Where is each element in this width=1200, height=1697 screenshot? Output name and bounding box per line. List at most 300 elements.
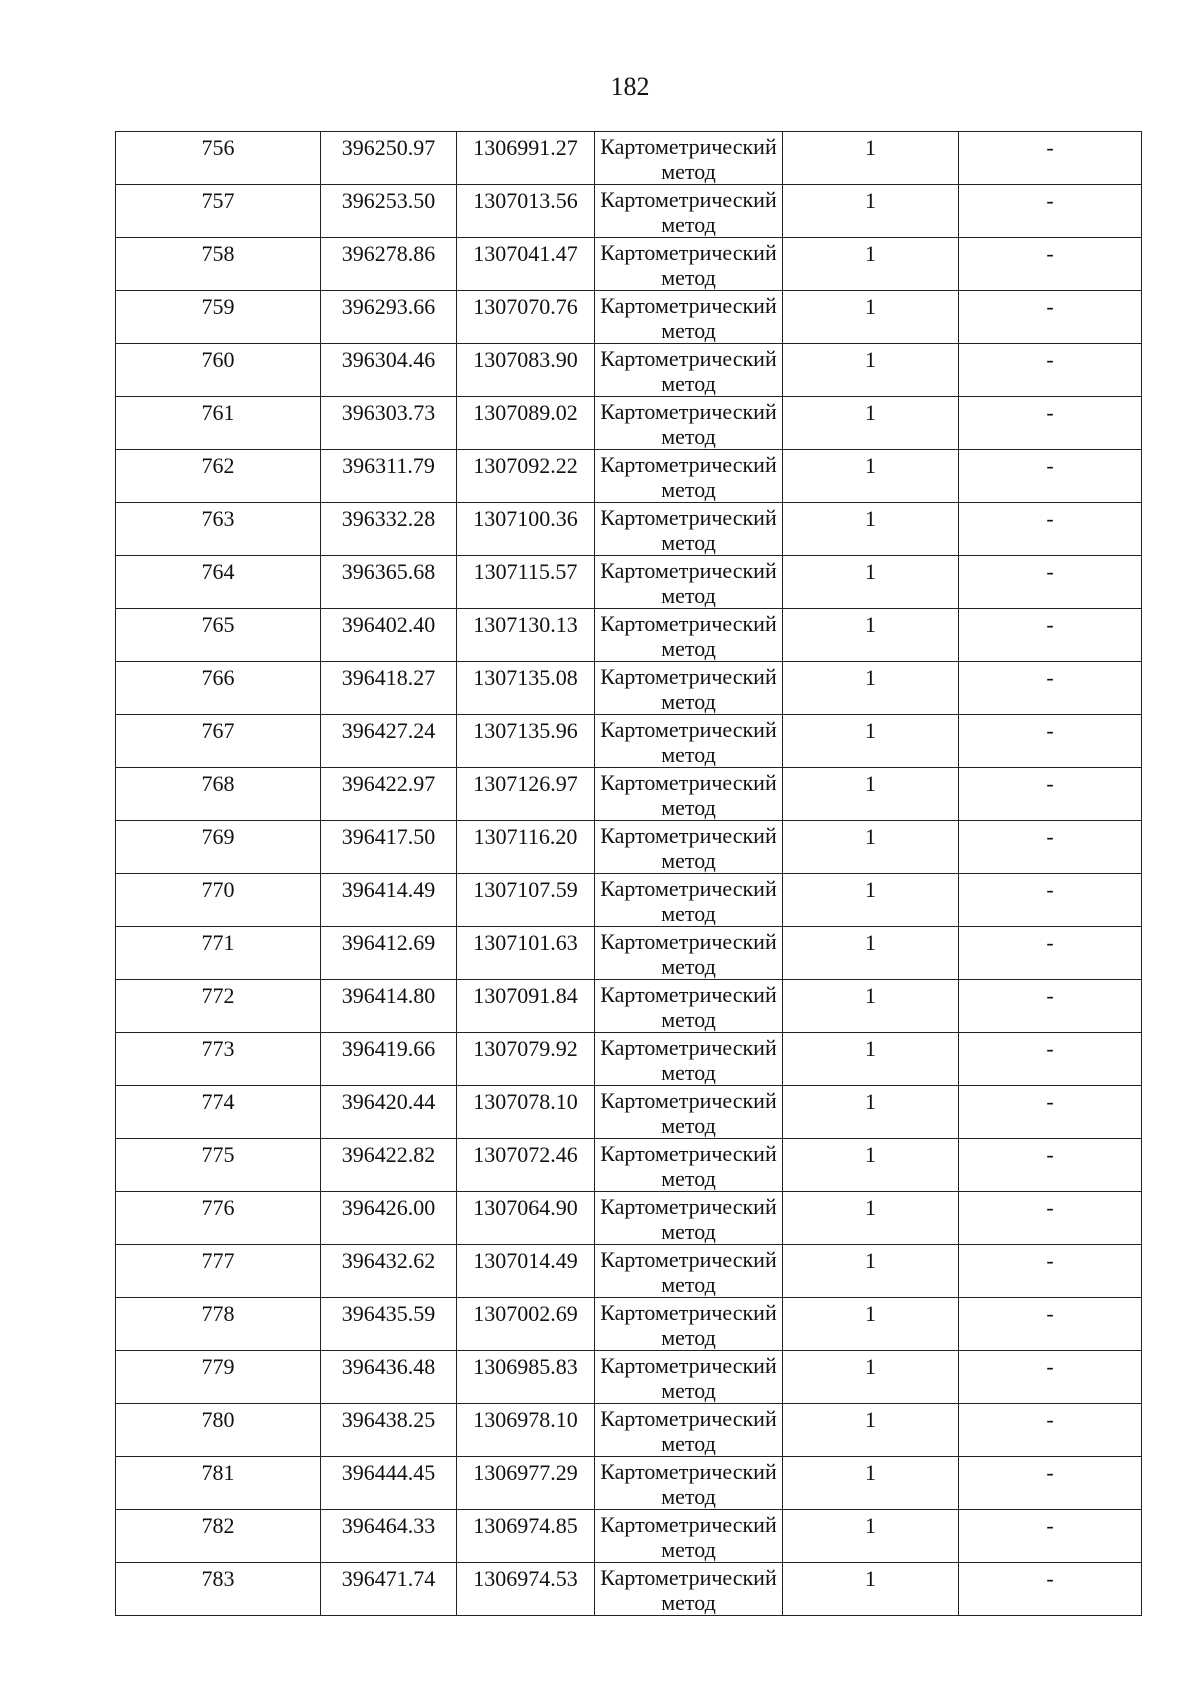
y-coordinate-cell-text: 1307070.76 [473,294,578,319]
note-cell [959,1404,1142,1457]
note-cell-text: - [1046,241,1054,266]
y-coordinate-cell [457,1351,595,1404]
point-number-cell [116,185,321,238]
method-cell-text: Картометрический метод [600,1565,777,1615]
accuracy-cell-text: 1 [865,188,876,213]
y-coordinate-cell [457,185,595,238]
x-coordinate-cell-text: 396427.24 [341,718,436,743]
note-cell [959,1510,1142,1563]
x-coordinate-cell [321,1457,457,1510]
note-cell [959,344,1142,397]
y-coordinate-cell-text: 1307089.02 [473,400,578,425]
point-number-cell-text: 761 [201,400,235,425]
method-cell [595,1457,783,1510]
y-coordinate-cell-text: 1307100.36 [473,506,578,531]
table-row [116,132,1142,185]
point-number-cell-text: 783 [201,1566,235,1591]
y-coordinate-cell-text: 1306978.10 [473,1407,578,1432]
accuracy-cell-text: 1 [865,1142,876,1167]
method-cell-text: Картометрический метод [600,558,777,608]
x-coordinate-cell [321,927,457,980]
x-coordinate-cell [321,556,457,609]
table-row [116,1510,1142,1563]
table-row [116,1033,1142,1086]
table-row [116,1086,1142,1139]
x-coordinate-cell-text: 396464.33 [341,1513,436,1538]
note-cell [959,874,1142,927]
method-cell [595,980,783,1033]
accuracy-cell [783,397,959,450]
x-coordinate-cell [321,503,457,556]
y-coordinate-cell-text: 1306985.83 [473,1354,578,1379]
point-number-cell [116,821,321,874]
accuracy-cell-text: 1 [865,665,876,690]
point-number-cell [116,1245,321,1298]
method-cell-text: Картометрический метод [600,1353,777,1403]
accuracy-cell-text: 1 [865,1195,876,1220]
y-coordinate-cell-text: 1307064.90 [473,1195,578,1220]
accuracy-cell [783,1245,959,1298]
note-cell [959,450,1142,503]
method-cell [595,397,783,450]
method-cell-text: Картометрический метод [600,187,777,237]
note-cell-text: - [1046,983,1054,1008]
y-coordinate-cell [457,291,595,344]
method-cell [595,1192,783,1245]
point-number-cell [116,344,321,397]
point-number-cell [116,397,321,450]
accuracy-cell-text: 1 [865,1407,876,1432]
note-cell [959,132,1142,185]
table-row [116,715,1142,768]
note-cell-text: - [1046,1089,1054,1114]
note-cell-text: - [1046,559,1054,584]
y-coordinate-cell-text: 1307101.63 [473,930,578,955]
y-coordinate-cell [457,1245,595,1298]
point-number-cell-text: 757 [201,188,235,213]
accuracy-cell [783,1139,959,1192]
table-row [116,185,1142,238]
point-number-cell [116,1192,321,1245]
y-coordinate-cell [457,397,595,450]
accuracy-cell [783,609,959,662]
method-cell [595,1086,783,1139]
method-cell [595,1245,783,1298]
accuracy-cell-text: 1 [865,135,876,160]
y-coordinate-cell [457,556,595,609]
x-coordinate-cell [321,609,457,662]
y-coordinate-cell-text: 1307014.49 [473,1248,578,1273]
coordinates-table [115,131,1142,1616]
note-cell-text: - [1046,665,1054,690]
note-cell-text: - [1046,718,1054,743]
x-coordinate-cell [321,1563,457,1616]
note-cell [959,1245,1142,1298]
method-cell-text: Картометрический метод [600,717,777,767]
accuracy-cell [783,1404,959,1457]
point-number-cell [116,927,321,980]
method-cell [595,662,783,715]
note-cell [959,1139,1142,1192]
point-number-cell-text: 773 [201,1036,235,1061]
x-coordinate-cell-text: 396250.97 [341,135,436,160]
note-cell-text: - [1046,612,1054,637]
note-cell [959,1192,1142,1245]
table-row [116,1192,1142,1245]
x-coordinate-cell [321,1086,457,1139]
x-coordinate-cell-text: 396412.69 [341,930,436,955]
note-cell [959,1563,1142,1616]
note-cell-text: - [1046,506,1054,531]
point-number-cell [116,715,321,768]
note-cell-text: - [1046,930,1054,955]
x-coordinate-cell-text: 396414.80 [341,983,436,1008]
point-number-cell [116,238,321,291]
method-cell-text: Картометрический метод [600,240,777,290]
point-number-cell [116,662,321,715]
y-coordinate-cell [457,1139,595,1192]
note-cell [959,980,1142,1033]
accuracy-cell [783,662,959,715]
y-coordinate-cell [457,980,595,1033]
point-number-cell-text: 774 [201,1089,235,1114]
y-coordinate-cell-text: 1307002.69 [473,1301,578,1326]
note-cell [959,503,1142,556]
y-coordinate-cell-text: 1306974.85 [473,1513,578,1538]
method-cell [595,715,783,768]
table-row [116,1245,1142,1298]
note-cell-text: - [1046,1142,1054,1167]
note-cell-text: - [1046,1354,1054,1379]
y-coordinate-cell-text: 1307130.13 [473,612,578,637]
accuracy-cell [783,927,959,980]
note-cell-text: - [1046,1195,1054,1220]
y-coordinate-cell [457,1192,595,1245]
note-cell [959,1298,1142,1351]
note-cell-text: - [1046,188,1054,213]
accuracy-cell-text: 1 [865,400,876,425]
point-number-cell [116,1298,321,1351]
accuracy-cell [783,1563,959,1616]
table-row [116,1351,1142,1404]
note-cell [959,1457,1142,1510]
table-row [116,1563,1142,1616]
method-cell-text: Картометрический метод [600,1459,777,1509]
x-coordinate-cell [321,397,457,450]
accuracy-cell [783,821,959,874]
point-number-cell [116,1351,321,1404]
accuracy-cell-text: 1 [865,1513,876,1538]
x-coordinate-cell [321,715,457,768]
y-coordinate-cell-text: 1307078.10 [473,1089,578,1114]
point-number-cell-text: 770 [201,877,235,902]
point-number-cell [116,874,321,927]
x-coordinate-cell [321,980,457,1033]
y-coordinate-cell [457,662,595,715]
point-number-cell [116,609,321,662]
method-cell [595,821,783,874]
x-coordinate-cell [321,450,457,503]
method-cell [595,238,783,291]
accuracy-cell [783,1086,959,1139]
method-cell-text: Картометрический метод [600,452,777,502]
note-cell-text: - [1046,453,1054,478]
accuracy-cell [783,185,959,238]
table-row [116,291,1142,344]
accuracy-cell [783,1033,959,1086]
point-number-cell [116,1086,321,1139]
accuracy-cell [783,556,959,609]
y-coordinate-cell-text: 1307135.08 [473,665,578,690]
x-coordinate-cell [321,821,457,874]
point-number-cell [116,450,321,503]
accuracy-cell [783,874,959,927]
x-coordinate-cell-text: 396426.00 [341,1195,436,1220]
accuracy-cell-text: 1 [865,930,876,955]
y-coordinate-cell [457,1086,595,1139]
y-coordinate-cell-text: 1307079.92 [473,1036,578,1061]
x-coordinate-cell-text: 396418.27 [341,665,436,690]
method-cell [595,1033,783,1086]
y-coordinate-cell [457,768,595,821]
accuracy-cell [783,238,959,291]
note-cell [959,821,1142,874]
point-number-cell-text: 765 [201,612,235,637]
accuracy-cell-text: 1 [865,1036,876,1061]
method-cell [595,1351,783,1404]
note-cell [959,609,1142,662]
x-coordinate-cell-text: 396422.97 [341,771,436,796]
x-coordinate-cell-text: 396303.73 [341,400,436,425]
x-coordinate-cell-text: 396435.59 [341,1301,436,1326]
table-row [116,1457,1142,1510]
accuracy-cell [783,1510,959,1563]
y-coordinate-cell-text: 1307091.84 [473,983,578,1008]
x-coordinate-cell-text: 396402.40 [341,612,436,637]
note-cell-text: - [1046,824,1054,849]
y-coordinate-cell-text: 1307013.56 [473,188,578,213]
y-coordinate-cell-text: 1307135.96 [473,718,578,743]
method-cell [595,185,783,238]
y-coordinate-cell [457,874,595,927]
accuracy-cell-text: 1 [865,1566,876,1591]
accuracy-cell [783,344,959,397]
table-row [116,556,1142,609]
method-cell [595,503,783,556]
y-coordinate-cell-text: 1307115.57 [473,559,578,584]
x-coordinate-cell [321,1298,457,1351]
note-cell-text: - [1046,1301,1054,1326]
y-coordinate-cell [457,927,595,980]
method-cell [595,927,783,980]
point-number-cell-text: 766 [201,665,235,690]
x-coordinate-cell-text: 396419.66 [341,1036,436,1061]
note-cell-text: - [1046,771,1054,796]
method-cell-text: Картометрический метод [600,664,777,714]
y-coordinate-cell [457,450,595,503]
table-row [116,503,1142,556]
x-coordinate-cell [321,1245,457,1298]
table-row [116,662,1142,715]
accuracy-cell-text: 1 [865,1301,876,1326]
x-coordinate-cell-text: 396365.68 [341,559,436,584]
point-number-cell-text: 775 [201,1142,235,1167]
note-cell [959,715,1142,768]
note-cell [959,662,1142,715]
note-cell [959,927,1142,980]
method-cell-text: Картометрический метод [600,1300,777,1350]
x-coordinate-cell [321,1351,457,1404]
x-coordinate-cell [321,1139,457,1192]
note-cell [959,1033,1142,1086]
method-cell-text: Картометрический метод [600,346,777,396]
point-number-cell-text: 759 [201,294,235,319]
accuracy-cell [783,503,959,556]
accuracy-cell [783,1457,959,1510]
table-row [116,927,1142,980]
point-number-cell-text: 780 [201,1407,235,1432]
accuracy-cell-text: 1 [865,877,876,902]
point-number-cell-text: 762 [201,453,235,478]
point-number-cell [116,980,321,1033]
x-coordinate-cell [321,874,457,927]
table-row [116,609,1142,662]
point-number-cell [116,1033,321,1086]
note-cell-text: - [1046,1460,1054,1485]
x-coordinate-cell-text: 396471.74 [341,1566,436,1591]
table-body [116,132,1142,1616]
y-coordinate-cell-text: 1307116.20 [473,824,578,849]
y-coordinate-cell [457,1510,595,1563]
table-row [116,1139,1142,1192]
note-cell [959,185,1142,238]
table-row [116,1298,1142,1351]
method-cell-text: Картометрический метод [600,929,777,979]
point-number-cell-text: 756 [201,135,235,160]
table-row [116,397,1142,450]
method-cell [595,1563,783,1616]
point-number-cell [116,291,321,344]
x-coordinate-cell [321,185,457,238]
accuracy-cell-text: 1 [865,983,876,1008]
point-number-cell-text: 764 [201,559,235,584]
y-coordinate-cell [457,715,595,768]
table-row [116,980,1142,1033]
x-coordinate-cell [321,238,457,291]
y-coordinate-cell [457,1033,595,1086]
table-row [116,344,1142,397]
x-coordinate-cell-text: 396332.28 [341,506,436,531]
note-cell-text: - [1046,347,1054,372]
y-coordinate-cell [457,1563,595,1616]
x-coordinate-cell-text: 396436.48 [341,1354,436,1379]
method-cell-text: Картометрический метод [600,134,777,184]
y-coordinate-cell-text: 1306991.27 [473,135,578,160]
y-coordinate-cell-text: 1307107.59 [473,877,578,902]
point-number-cell-text: 767 [201,718,235,743]
accuracy-cell-text: 1 [865,294,876,319]
x-coordinate-cell-text: 396278.86 [341,241,436,266]
method-cell-text: Картометрический метод [600,399,777,449]
note-cell-text: - [1046,1566,1054,1591]
accuracy-cell [783,715,959,768]
accuracy-cell-text: 1 [865,1089,876,1114]
point-number-cell-text: 776 [201,1195,235,1220]
y-coordinate-cell-text: 1307092.22 [473,453,578,478]
point-number-cell-text: 781 [201,1460,235,1485]
accuracy-cell [783,1192,959,1245]
note-cell [959,291,1142,344]
y-coordinate-cell [457,503,595,556]
x-coordinate-cell [321,1404,457,1457]
note-cell-text: - [1046,1513,1054,1538]
x-coordinate-cell [321,768,457,821]
method-cell-text: Картометрический метод [600,770,777,820]
y-coordinate-cell [457,1298,595,1351]
accuracy-cell-text: 1 [865,506,876,531]
note-cell-text: - [1046,877,1054,902]
x-coordinate-cell [321,291,457,344]
y-coordinate-cell [457,1457,595,1510]
table-row [116,821,1142,874]
page-number: 182 [610,72,650,101]
point-number-cell [116,1139,321,1192]
point-number-cell-text: 777 [201,1248,235,1273]
note-cell [959,768,1142,821]
method-cell [595,1139,783,1192]
note-cell-text: - [1046,1248,1054,1273]
method-cell-text: Картометрический метод [600,876,777,926]
point-number-cell [116,1510,321,1563]
table-row [116,768,1142,821]
note-cell [959,397,1142,450]
point-number-cell-text: 782 [201,1513,235,1538]
x-coordinate-cell [321,1033,457,1086]
x-coordinate-cell [321,1510,457,1563]
method-cell-text: Картометрический метод [600,1141,777,1191]
method-cell [595,1510,783,1563]
method-cell [595,874,783,927]
y-coordinate-cell [457,821,595,874]
method-cell-text: Картометрический метод [600,1247,777,1297]
note-cell-text: - [1046,400,1054,425]
point-number-cell-text: 778 [201,1301,235,1326]
note-cell [959,238,1142,291]
accuracy-cell-text: 1 [865,718,876,743]
method-cell-text: Картометрический метод [600,1406,777,1456]
method-cell [595,132,783,185]
y-coordinate-cell [457,132,595,185]
point-number-cell [116,1404,321,1457]
accuracy-cell-text: 1 [865,1248,876,1273]
method-cell [595,344,783,397]
note-cell-text: - [1046,135,1054,160]
method-cell [595,768,783,821]
y-coordinate-cell-text: 1306977.29 [473,1460,578,1485]
accuracy-cell-text: 1 [865,612,876,637]
method-cell [595,291,783,344]
table-row [116,450,1142,503]
point-number-cell-text: 769 [201,824,235,849]
table-row [116,874,1142,927]
accuracy-cell [783,980,959,1033]
accuracy-cell-text: 1 [865,453,876,478]
accuracy-cell-text: 1 [865,241,876,266]
x-coordinate-cell-text: 396417.50 [341,824,436,849]
method-cell-text: Картометрический метод [600,1088,777,1138]
method-cell [595,1298,783,1351]
accuracy-cell-text: 1 [865,824,876,849]
